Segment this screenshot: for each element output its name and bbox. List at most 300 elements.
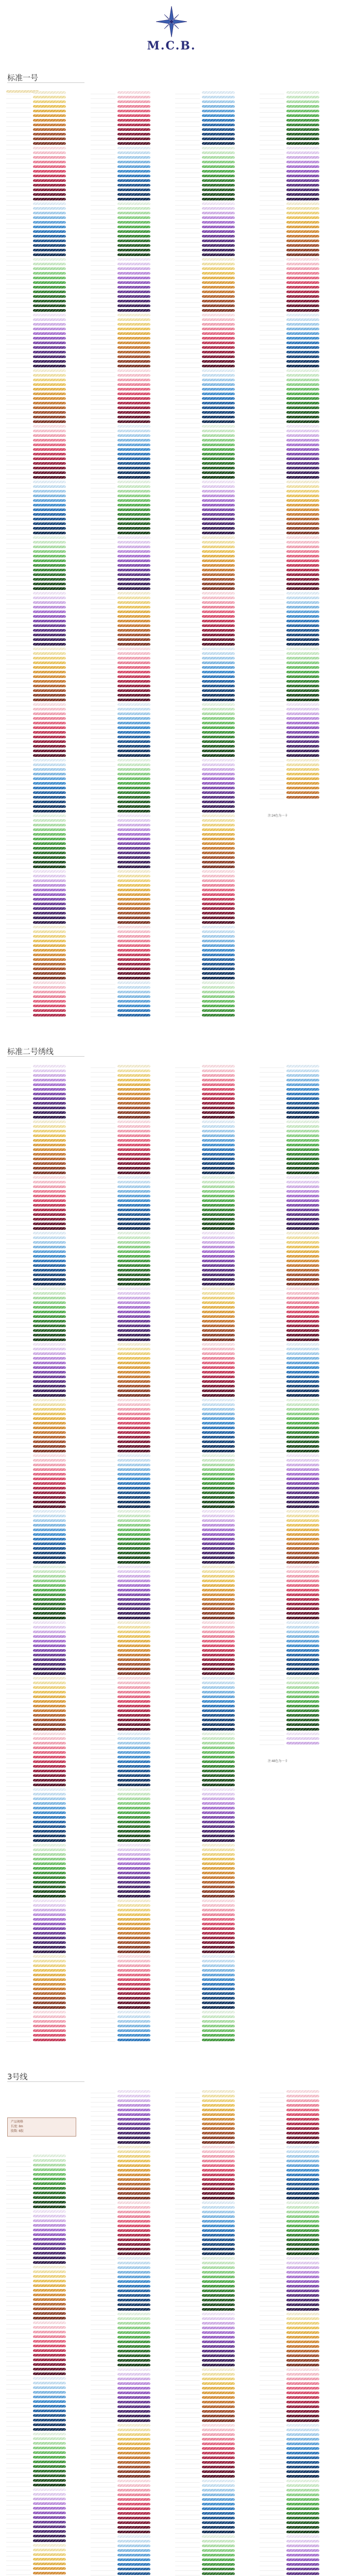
swatch-row [91,507,150,512]
swatch-code-line [91,1521,115,1522]
swatch-row [260,1226,319,1231]
thread-swatch [117,1070,150,1072]
swatch-code-line [6,135,31,136]
thread-swatch [117,1756,150,1758]
thread-swatch [117,689,150,692]
swatch-row [91,160,150,164]
thread-swatch [33,2308,66,2310]
swatch-row [91,1996,150,2001]
swatch-code-line [91,1211,115,1212]
thread-swatch [286,1584,319,1587]
swatch-code-line [6,636,31,637]
thread-swatch [117,1121,150,1123]
swatch-code-line [175,919,200,920]
swatch-row [175,1208,235,1212]
swatch-code-line [6,1076,31,1077]
swatch-code-line [6,562,31,563]
swatch-row [6,2325,66,2330]
swatch-code-line [260,613,284,614]
thread-swatch [33,527,66,530]
swatch-code-line [6,2194,31,2195]
swatch-code-line [6,1906,31,1907]
thread-swatch [202,1983,235,1986]
swatch-code-line [260,738,284,739]
thread-swatch [286,634,319,636]
thread-swatch [286,685,319,687]
swatch-row [175,1838,235,1843]
swatch-row [260,670,319,674]
thread-swatch [117,1065,150,1067]
thread-swatch [117,1584,150,1587]
swatch-code-line [6,1452,31,1453]
swatch-code-line [91,900,115,901]
swatch-code-line [91,626,115,628]
swatch-code-line [175,413,200,414]
swatch-row [6,1472,66,1477]
swatch-code-line [175,251,200,252]
swatch-code-line [6,552,31,553]
thread-swatch [202,592,235,595]
thread-swatch [202,151,235,154]
swatch-row [175,197,235,201]
thread-swatch [202,601,235,604]
swatch-code-line [6,2509,31,2510]
swatch-row [175,521,235,526]
thread-swatch [202,1700,235,1703]
swatch-code-line [260,1234,284,1235]
swatch-row [91,869,150,874]
thread-swatch [202,1009,235,1012]
thread-swatch [33,1162,66,1165]
swatch-row [260,1365,319,1370]
thread-swatch [286,332,319,335]
swatch-row [260,132,319,137]
thread-swatch [286,1325,319,1327]
thread-swatch [33,369,66,372]
thread-swatch [33,1459,66,1462]
swatch-code-line [260,121,284,122]
thread-swatch [202,838,235,840]
swatch-code-line [175,325,200,326]
thread-swatch [117,1853,150,1856]
swatch-row [175,1889,235,1894]
swatch-row [175,1495,235,1500]
swatch-row [260,220,319,225]
swatch-row [260,739,319,744]
swatch-row [175,994,235,999]
swatch-row [175,1365,235,1370]
swatch-row [260,1152,319,1157]
thread-swatch [33,1227,66,1230]
thread-swatch [202,1283,235,1285]
swatch-code-line [6,1962,31,1963]
thread-swatch [117,1802,150,1805]
swatch-row [175,1300,235,1305]
swatch-code-line [6,1280,31,1281]
swatch-row [175,526,235,531]
swatch-code-line [175,1980,200,1981]
swatch-code-line [175,724,200,725]
thread-swatch [202,1227,235,1230]
swatch-row [260,169,319,174]
swatch-row [6,679,66,684]
swatch-row [6,1634,66,1639]
swatch-code-line [91,1141,115,1142]
swatch-row [175,1694,235,1699]
thread-swatch [33,2266,66,2268]
swatch-code-line [91,1609,115,1611]
swatch-code-line [6,1670,31,1671]
swatch-row [6,684,66,688]
swatch-code-line [260,1405,284,1406]
swatch-row [91,1806,150,1810]
swatch-code-line [175,2004,200,2005]
thread-swatch [202,467,235,469]
thread-swatch [117,620,150,622]
thread-swatch [117,1904,150,1907]
swatch-code-line [6,390,31,391]
thread-swatch [117,1478,150,1480]
swatch-row [91,1426,150,1430]
thread-swatch [33,954,66,956]
swatch-row [91,1991,150,1996]
swatch-row [175,651,235,656]
swatch-row [91,1606,150,1611]
thread-swatch [33,615,66,618]
swatch-row [175,1073,235,1078]
thread-swatch [286,170,319,173]
swatch-row [260,364,319,368]
swatch-row [175,1541,235,1546]
swatch-row [6,1110,66,1115]
swatch-row [260,1314,319,1319]
swatch-code-line [91,251,115,252]
swatch-row [260,535,319,540]
swatch-row [6,1871,66,1875]
thread-swatch [286,165,319,168]
thread-swatch [286,1709,319,1712]
thread-swatch [33,198,66,200]
swatch-row [260,174,319,178]
swatch-code-line [6,353,31,354]
thread-swatch [286,1292,319,1295]
swatch-code-line [91,1229,115,1230]
swatch-row [260,1208,319,1212]
swatch-row [6,1078,66,1082]
swatch-code-line [91,1911,115,1912]
thread-swatch [117,940,150,942]
swatch-code-line [6,265,31,266]
swatch-code-line [91,1642,115,1643]
swatch-row [6,1388,66,1393]
swatch-code-line [6,835,31,836]
thread-swatch [117,1807,150,1809]
swatch-row [260,1157,319,1161]
swatch-code-line [91,1693,115,1694]
thread-swatch [202,1478,235,1480]
swatch-code-line [6,2504,31,2505]
swatch-row [6,1300,66,1305]
swatch-code-line [175,594,200,595]
swatch-row [260,1532,319,1537]
thread-swatch [33,1005,66,1007]
swatch-row [6,2483,66,2487]
thread-swatch [117,1886,150,1888]
thread-swatch [33,1357,66,1360]
swatch-row [6,1231,66,1235]
thread-swatch [286,198,319,200]
swatch-code-line [91,1698,115,1699]
swatch-row [260,1333,319,1337]
swatch-code-line [175,719,200,720]
swatch-code-line [175,1225,200,1226]
swatch-code-line [91,1364,115,1365]
swatch-row [6,920,66,925]
swatch-row [91,1676,150,1681]
thread-swatch [202,1760,235,1763]
swatch-code-line [6,858,31,859]
swatch-row [260,1630,319,1634]
thread-swatch [286,699,319,701]
swatch-row [175,1467,235,1472]
thread-swatch [117,1148,150,1151]
thread-swatch [33,852,66,854]
thread-swatch [33,754,66,757]
swatch-row [175,535,235,540]
swatch-row [91,1778,150,1783]
swatch-row [6,498,66,503]
swatch-code-line [6,1011,31,1012]
swatch-row [6,1449,66,1453]
thread-swatch [117,573,150,576]
thread-swatch [33,893,66,896]
swatch-row [260,1328,319,1333]
swatch-row [91,2019,150,2024]
swatch-row [175,2005,235,2010]
swatch-row [91,1435,150,1439]
swatch-code-line [260,1702,284,1703]
swatch-code-line [175,608,200,609]
swatch-row [175,364,235,368]
thread-swatch [117,736,150,738]
swatch-row [91,1477,150,1481]
swatch-row [260,772,319,776]
swatch-code-line [175,882,200,883]
thread-swatch [286,1269,319,1272]
thread-swatch [286,281,319,284]
swatch-row [260,1078,319,1082]
swatch-code-line [260,1637,284,1638]
swatch-row [175,1880,235,1885]
thread-swatch [286,1621,319,1624]
thread-swatch [33,694,66,697]
swatch-code-line [6,1387,31,1388]
swatch-row [6,1579,66,1583]
swatch-code-line [6,613,31,614]
swatch-code-line [175,1266,200,1267]
swatch-code-line [260,1239,284,1240]
swatch-row [91,470,150,475]
thread-swatch [202,1102,235,1105]
swatch-code-line [91,381,115,382]
thread-swatch [202,1538,235,1540]
swatch-code-line [91,821,115,822]
swatch-code-line [260,752,284,753]
thread-swatch [117,1705,150,1707]
thread-swatch [286,202,319,205]
swatch-code-line [6,2500,31,2501]
swatch-row [175,123,235,127]
thread-swatch [33,485,66,488]
swatch-row [91,252,150,257]
swatch-row [91,313,150,317]
swatch-row [175,925,235,929]
thread-swatch [202,532,235,534]
swatch-row [6,494,66,498]
swatch-row [91,1959,150,1963]
thread-swatch [33,1009,66,1012]
thread-swatch [33,1468,66,1471]
swatch-row [91,1792,150,1797]
swatch-row [91,558,150,563]
thread-swatch [286,550,319,553]
swatch-row [91,1296,150,1300]
thread-swatch [117,921,150,924]
swatch-code-line [175,1902,200,1903]
swatch-code-line [175,1303,200,1304]
thread-swatch [202,1005,235,1007]
thread-swatch [202,824,235,826]
thread-swatch [202,388,235,391]
swatch-code-line [260,1494,284,1495]
swatch-code-line [175,1679,200,1680]
swatch-row [260,239,319,243]
thread-swatch [202,828,235,831]
swatch-row [6,1008,66,1013]
thread-swatch [33,1097,66,1100]
swatch-code-line [260,1387,284,1388]
swatch-row [91,1843,150,1848]
swatch-row [6,1820,66,1824]
thread-swatch [202,309,235,312]
swatch-code-line [175,1104,200,1105]
swatch-code-line [175,738,200,739]
thread-swatch [33,2447,66,2449]
thread-swatch [33,2173,66,2176]
swatch-row [260,628,319,633]
thread-swatch [202,1798,235,1800]
swatch-code-line [6,1795,31,1796]
swatch-code-line [91,1359,115,1360]
swatch-row [6,109,66,113]
swatch-code-line [6,1827,31,1828]
swatch-code-line [260,1614,284,1615]
swatch-row [6,443,66,447]
swatch-code-line [6,1109,31,1110]
swatch-row [6,721,66,725]
swatch-row [260,396,319,401]
thread-swatch [33,2549,66,2551]
swatch-code-line [175,200,200,201]
swatch-row [6,572,66,577]
swatch-code-line [260,1299,284,1300]
thread-swatch [33,1946,66,1948]
swatch-row [91,424,150,429]
thread-swatch [202,1181,235,1183]
swatch-code-line [260,1067,284,1068]
swatch-row [175,1759,235,1764]
thread-swatch [202,2039,235,2041]
swatch-code-line [6,1123,31,1124]
swatch-code-line [260,1540,284,1541]
swatch-code-line [260,103,284,104]
thread-swatch [33,1640,66,1642]
swatch-code-line [260,441,284,442]
swatch-code-line [175,316,200,317]
swatch-code-line [91,492,115,493]
thread-swatch [33,2382,66,2384]
swatch-code-line [6,260,31,261]
swatch-row [6,1588,66,1592]
thread-swatch [202,1297,235,1299]
swatch-row [6,2302,66,2307]
thread-swatch [117,1459,150,1462]
thread-swatch [117,1473,150,1476]
swatch-row [260,1337,319,1342]
swatch-code-line [6,1554,31,1555]
thread-swatch [33,842,66,845]
swatch-row [260,1667,319,1671]
swatch-code-line [91,269,115,270]
swatch-row [91,1481,150,1486]
swatch-code-line [260,742,284,743]
swatch-code-line [6,1322,31,1323]
swatch-code-line [91,1276,115,1277]
swatch-code-line [6,1461,31,1462]
swatch-row [175,1277,235,1282]
swatch-code-line [175,2031,200,2032]
thread-swatch [202,1969,235,1972]
swatch-code-line [6,242,31,243]
thread-swatch [286,1306,319,1309]
thread-swatch [33,2396,66,2398]
thread-swatch [117,318,150,321]
swatch-code-line [6,2342,31,2343]
swatch-code-line [91,1841,115,1842]
swatch-code-line [91,1874,115,1875]
thread-swatch [286,1366,319,1369]
thread-swatch [117,2002,150,2004]
swatch-code-line [175,1373,200,1374]
thread-swatch [117,383,150,386]
thread-swatch [33,1445,66,1448]
swatch-code-line [260,1582,284,1583]
thread-swatch [202,1468,235,1471]
swatch-code-line [6,200,31,201]
swatch-code-line [6,1378,31,1379]
thread-swatch [117,972,150,975]
swatch-row [6,1004,66,1008]
swatch-code-line [91,891,115,892]
swatch-code-line [6,1837,31,1838]
swatch-code-line [175,1507,200,1509]
swatch-code-line [91,1762,115,1764]
swatch-code-line [175,1545,200,1546]
swatch-row [91,2001,150,2005]
swatch-row [91,1291,150,1296]
swatch-code-line [175,988,200,989]
swatch-row [6,1959,66,1963]
